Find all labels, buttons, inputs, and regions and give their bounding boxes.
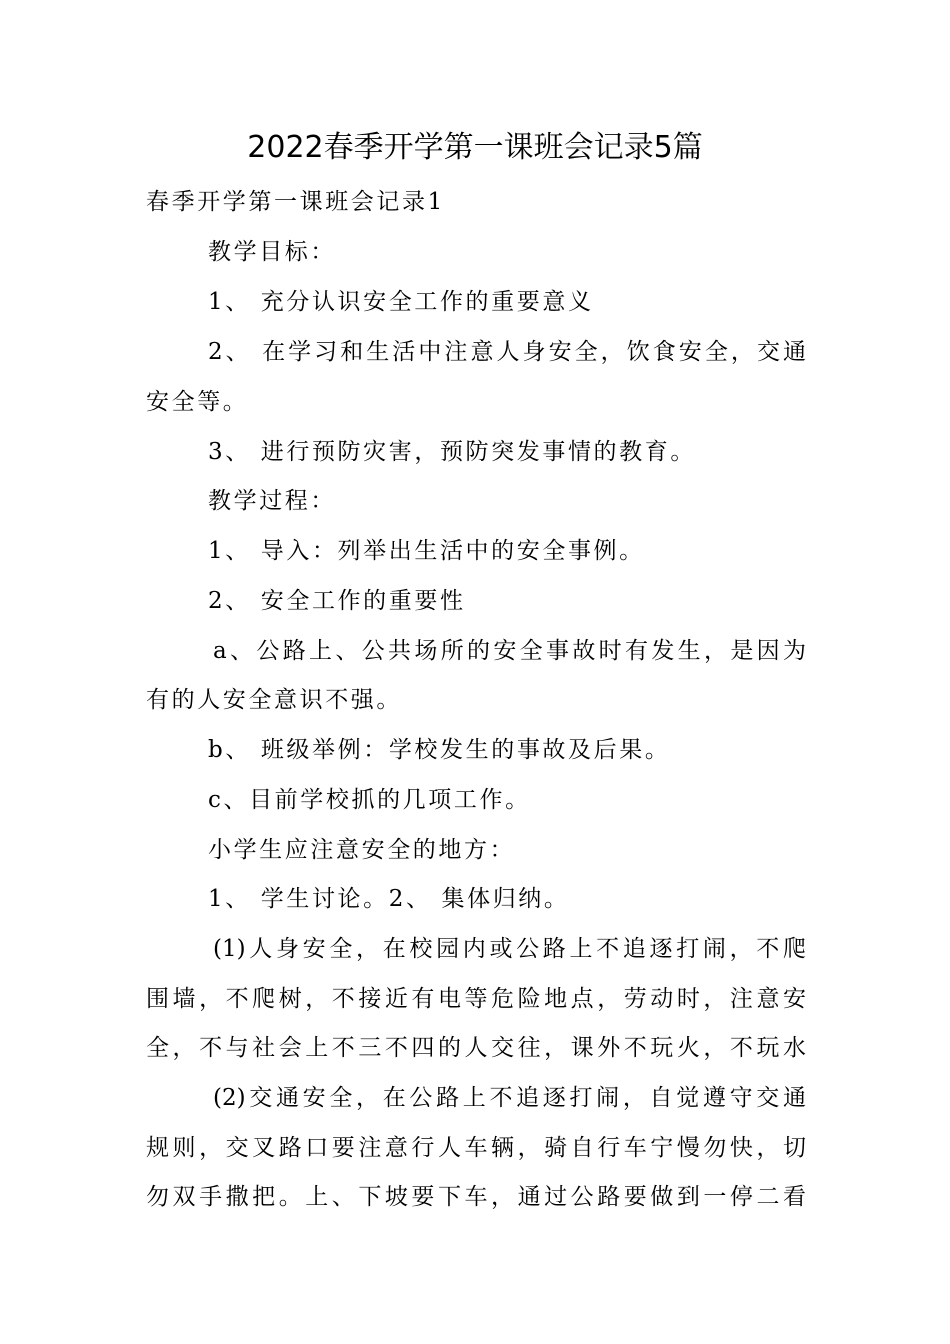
paragraph-line: 2、 安全工作的重要性 <box>208 588 466 614</box>
paragraph-line: 规则，交叉路口要注意行人车辆，骑自行车宁慢勿快，切 <box>146 1135 806 1161</box>
paragraph-line: (1)人身安全，在校园内或公路上不追逐打闹，不爬 <box>213 936 806 962</box>
paragraph-line: 2、 在学习和生活中注意人身安全，饮食安全，交通 <box>208 339 806 365</box>
paragraph-line: 教学目标： <box>208 239 336 265</box>
paragraph-line: 小学生应注意安全的地方： <box>208 837 516 863</box>
paragraph-line: (2)交通安全，在公路上不追逐打闹，自觉遵守交通 <box>213 1085 806 1111</box>
paragraph-line: b、 班级举例：学校发生的事故及后果。 <box>208 737 671 763</box>
paragraph-line: 1、 学生讨论。2、 集体归纳。 <box>208 886 570 912</box>
paragraph-line: 全，不与社会上不三不四的人交往，课外不玩火，不玩水 <box>146 1035 806 1061</box>
paragraph-line: 勿双手撒把。上、下坡要下车，通过公路要做到一停二看 <box>146 1184 806 1210</box>
paragraph-line: 有的人安全意识不强。 <box>146 687 402 713</box>
section-heading: 春季开学第一课班会记录1 <box>146 189 445 215</box>
paragraph-line: 1、 充分认识安全工作的重要意义 <box>208 289 594 315</box>
paragraph-line: c、目前学校抓的几项工作。 <box>208 787 531 813</box>
paragraph-line: 1、 导入：列举出生活中的安全事例。 <box>208 538 645 564</box>
paragraph-line: 教学过程： <box>208 488 336 514</box>
paragraph-line: 围墙，不爬树，不接近有电等危险地点，劳动时，注意安 <box>146 986 806 1012</box>
paragraph-line: 安全等。 <box>146 389 249 415</box>
paragraph-line: 3、 进行预防灾害，预防突发事情的教育。 <box>208 439 696 465</box>
document-title: 2022春季开学第一课班会记录5篇 <box>247 130 703 165</box>
paragraph-line: a、公路上、公共场所的安全事故时有发生，是因为 <box>213 638 806 664</box>
